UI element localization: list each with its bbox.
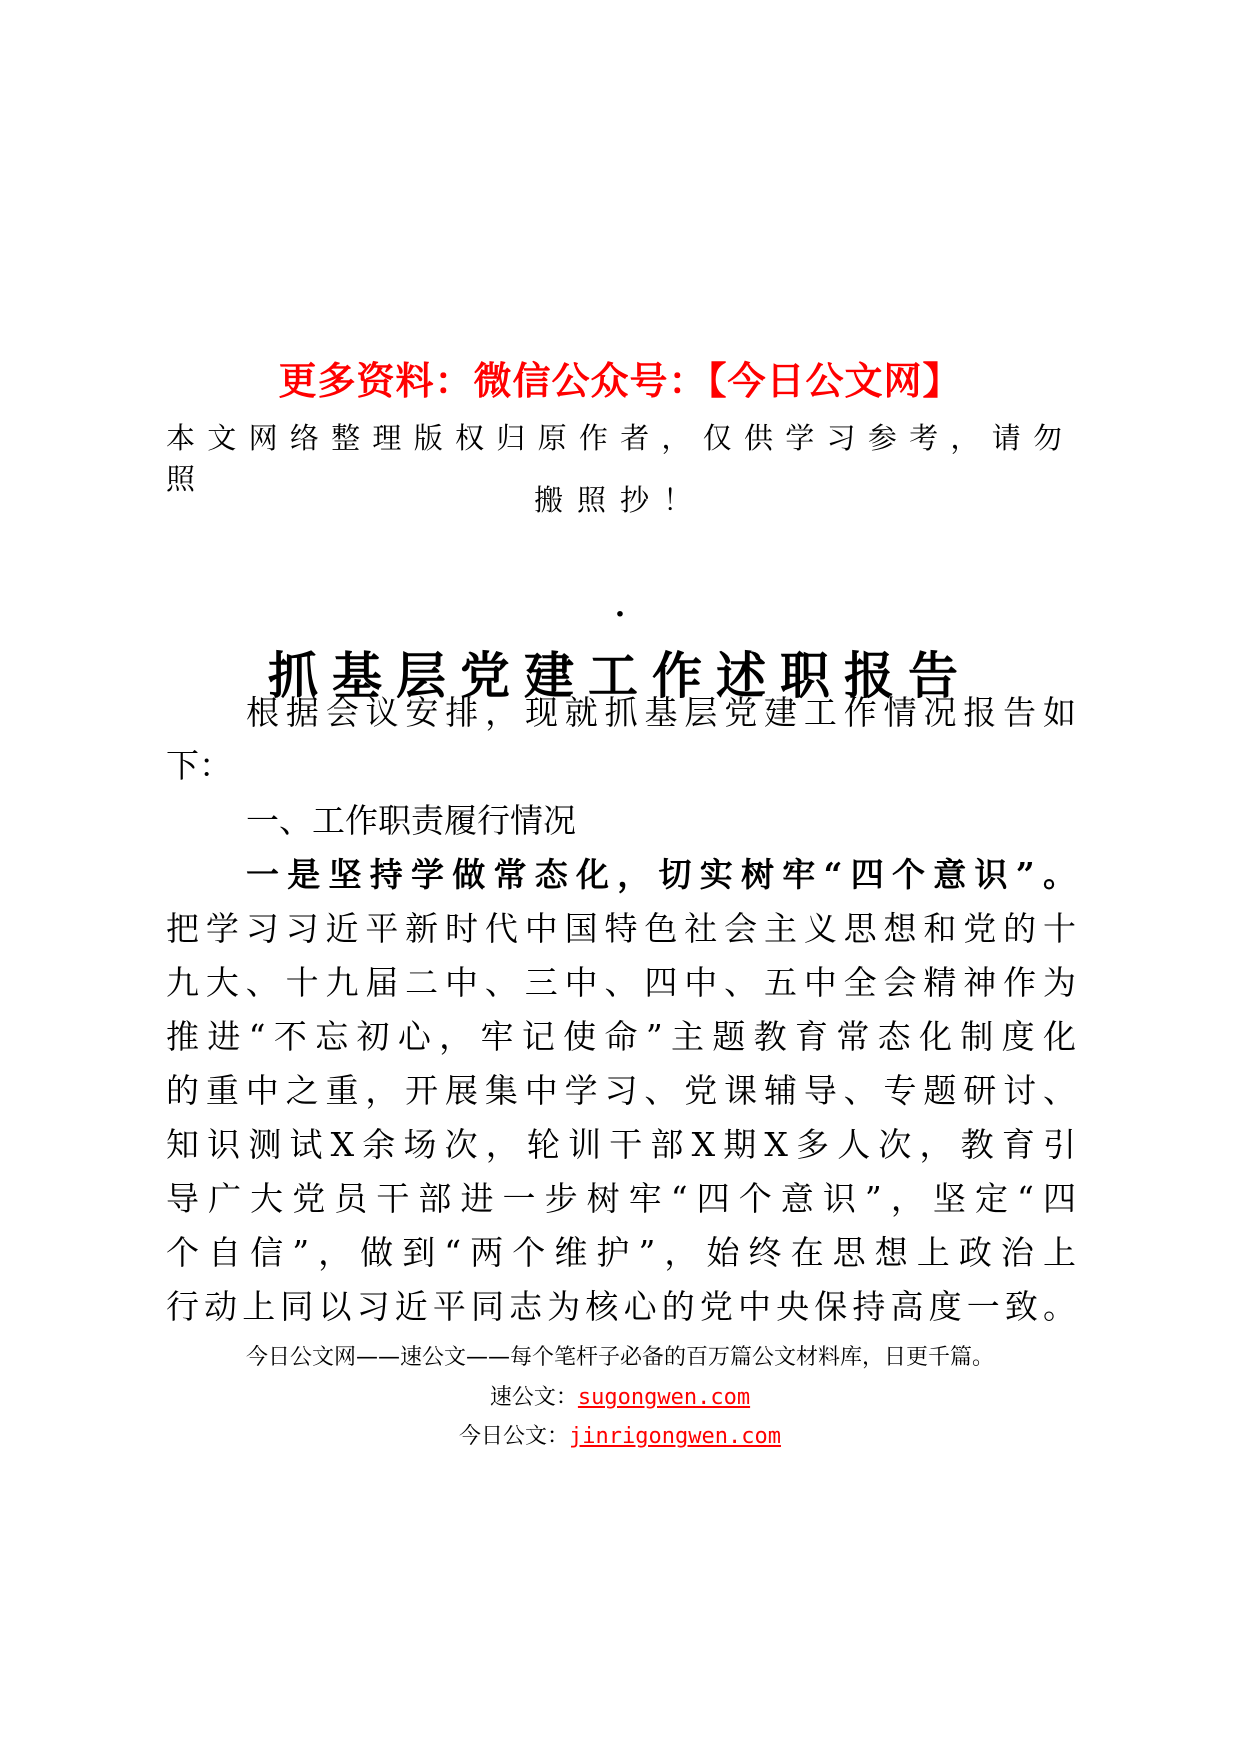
footer-slogan: 今日公文网——速公文——每个笔杆子必备的百万篇公文材料库，日更千篇。 (245, 1345, 994, 1370)
title-dot: · (614, 597, 626, 632)
footer-site-2-link[interactable]: jinrigongwen.com (569, 1424, 781, 1449)
paragraph-1-line: 个自信”，做到“两个维护”，始终在思想上政治上 (166, 1233, 1076, 1272)
paragraph-1-line: 知识测试X余场次，轮训干部X期X多人次，教育引 (166, 1125, 1076, 1164)
paragraph-1-line: 的重中之重，开展集中学习、党课辅导、专题研讨、 (166, 1071, 1076, 1110)
intro-line-1: 根据会议安排，现就抓基层党建工作情况报告如 (246, 693, 1076, 732)
promo-banner: 更多资料：微信公众号：【今日公文网】 (278, 359, 962, 403)
copyright-notice-line-2: 搬照抄！ (533, 483, 706, 517)
footer-site-2 (0, 1419, 1240, 1450)
footer-site-1-label: 速公文： (489, 1385, 578, 1410)
paragraph-1-line: 行动上同以习近平同志为核心的党中央保持高度一致。 (166, 1287, 1076, 1326)
document-title: 抓基层党建工作述职报告 (268, 646, 972, 705)
intro-line-2: 下： (166, 746, 232, 785)
copyright-notice-line-1: 本文网络整理版权归原作者，仅供学习参考，请勿照 (166, 421, 1074, 496)
footer-site-2-label: 今日公文： (459, 1424, 570, 1449)
paragraph-1-line: 九大、十九届二中、三中、四中、五中全会精神作为 (166, 963, 1076, 1002)
paragraph-1-line: 把学习习近平新时代中国特色社会主义思想和党的十 (166, 909, 1076, 948)
section-heading-1: 一、工作职责履行情况 (246, 801, 576, 840)
paragraph-1-lead: 一是坚持学做常态化，切实树牢“四个意识”。 (246, 855, 1076, 894)
paragraph-1-line: 推进“不忘初心，牢记使命”主题教育常态化制度化 (166, 1017, 1076, 1056)
footer-site-1 (0, 1380, 1240, 1411)
footer-site-1-link[interactable]: sugongwen.com (577, 1385, 751, 1410)
paragraph-1-line: 导广大党员干部进一步树牢“四个意识”，坚定“四 (166, 1179, 1076, 1218)
